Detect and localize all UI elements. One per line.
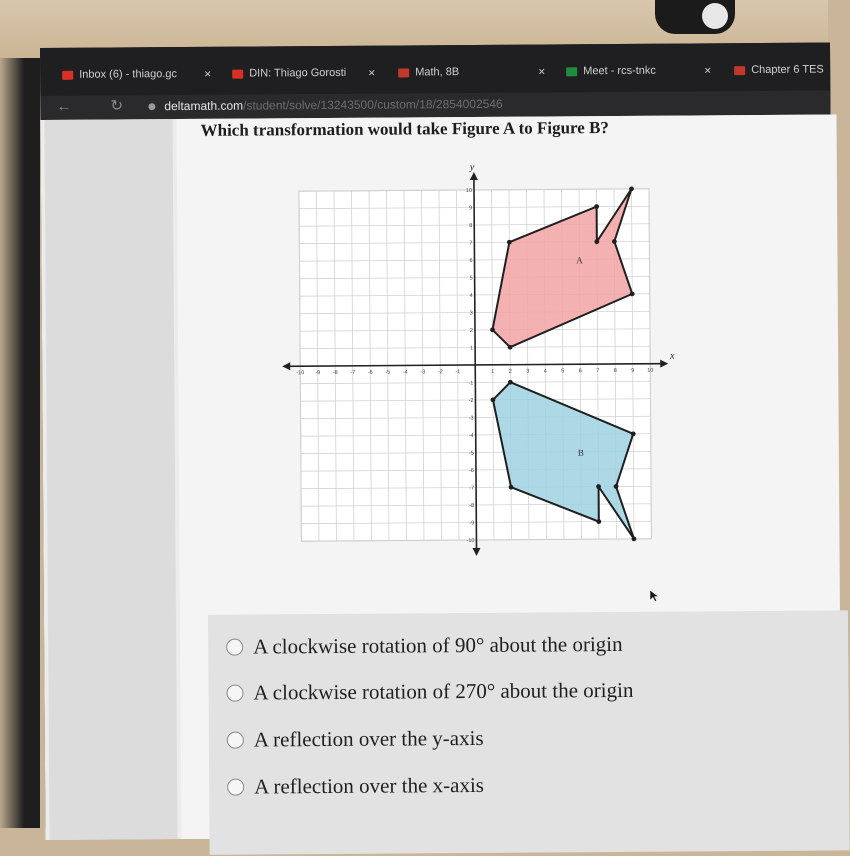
figure-vertex bbox=[508, 345, 513, 350]
sidebar bbox=[45, 119, 178, 840]
y-tick-label: 10 bbox=[465, 187, 473, 195]
x-tick-label: 3 bbox=[526, 368, 530, 375]
x-tick-label: -10 bbox=[296, 370, 305, 377]
x-tick-label: -7 bbox=[350, 369, 356, 376]
x-tick-label: -8 bbox=[332, 369, 338, 376]
y-tick-label: 9 bbox=[469, 205, 473, 212]
figure-vertex bbox=[596, 519, 601, 524]
figure-vertex bbox=[491, 397, 496, 402]
y-tick-label: 6 bbox=[469, 257, 473, 265]
webcam-switch-knob bbox=[702, 3, 728, 29]
figure-vertex bbox=[507, 240, 512, 245]
tab-title: Inbox (6) - thiago.gc bbox=[79, 68, 178, 81]
y-axis-arrow-icon bbox=[473, 548, 481, 556]
monitor-bezel bbox=[0, 58, 40, 828]
y-tick-label: -5 bbox=[468, 450, 474, 457]
answer-label: A clockwise rotation of 90° about the origin bbox=[253, 631, 623, 659]
y-tick-label: 1 bbox=[470, 345, 474, 352]
y-tick-label: -6 bbox=[469, 467, 474, 475]
tab-meet[interactable] bbox=[566, 58, 712, 85]
x-tick-label: -2 bbox=[437, 369, 443, 376]
x-axis-arrow-icon bbox=[660, 360, 668, 368]
figure-vertex bbox=[508, 380, 513, 385]
figure-vertex bbox=[490, 327, 495, 332]
tab-inbox[interactable] bbox=[62, 61, 212, 88]
x-tick-label: 5 bbox=[561, 368, 565, 375]
y-tick-label: 7 bbox=[469, 240, 473, 247]
x-tick-label: 9 bbox=[631, 367, 635, 374]
answer-option-1[interactable] bbox=[226, 632, 623, 660]
x-tick-label: 4 bbox=[543, 368, 547, 375]
y-axis-label: y bbox=[469, 161, 475, 174]
radio-button[interactable] bbox=[226, 639, 243, 656]
y-tick-label: 8 bbox=[469, 222, 473, 230]
question-text: Which transformation would take Figure A to Figure B? bbox=[200, 118, 609, 140]
answer-option-2[interactable] bbox=[226, 678, 633, 706]
x-tick-label: -4 bbox=[402, 369, 408, 376]
x-tick-label: -9 bbox=[315, 370, 321, 377]
figure-vertex bbox=[596, 484, 601, 489]
y-tick-label: -8 bbox=[469, 502, 475, 510]
answer-label: A clockwise rotation of 270° about the origin bbox=[253, 677, 634, 705]
browser-window bbox=[40, 42, 835, 827]
radio-button[interactable] bbox=[227, 779, 244, 796]
figure-vertex bbox=[594, 204, 599, 209]
answer-option-4[interactable] bbox=[227, 773, 484, 800]
figure-vertex bbox=[631, 431, 636, 436]
x-tick-label: 2 bbox=[508, 368, 512, 375]
classroom-icon bbox=[398, 68, 409, 77]
back-arrow-icon[interactable]: ← bbox=[56, 97, 72, 115]
meet-icon bbox=[566, 67, 577, 76]
page-content bbox=[41, 114, 836, 839]
url-path: /student/solve/13243500/custom/18/2854002546 bbox=[243, 96, 503, 113]
y-tick-label: 3 bbox=[469, 310, 473, 317]
url-domain: deltamath.com bbox=[164, 98, 244, 114]
classroom-icon bbox=[734, 66, 745, 75]
lock-icon bbox=[148, 103, 155, 110]
answer-label: A reflection over the x-axis bbox=[254, 772, 484, 799]
figure-label: A bbox=[576, 255, 583, 266]
tab-strip bbox=[40, 42, 830, 96]
tab-chapter-6[interactable] bbox=[734, 57, 824, 84]
answer-choices bbox=[208, 610, 850, 854]
x-tick-label: -3 bbox=[420, 369, 426, 376]
tab-title: Meet - rcs-tnkc bbox=[583, 64, 656, 78]
y-tick-label: -1 bbox=[468, 380, 474, 387]
main-content bbox=[176, 114, 841, 839]
radio-button[interactable] bbox=[226, 685, 243, 702]
tab-title: Math, 8B bbox=[415, 66, 460, 79]
y-tick-label: -9 bbox=[469, 520, 475, 527]
y-tick-label: 5 bbox=[469, 275, 473, 282]
tab-close-icon[interactable]: × bbox=[538, 64, 546, 79]
figure-vertex bbox=[614, 484, 619, 489]
x-tick-label: 7 bbox=[596, 368, 600, 375]
answer-option-3[interactable] bbox=[227, 726, 484, 753]
x-tick-label: -5 bbox=[385, 369, 391, 376]
tab-title: Chapter 6 TES bbox=[751, 63, 824, 77]
tab-close-icon[interactable]: × bbox=[704, 63, 712, 78]
figure-vertex bbox=[632, 536, 637, 541]
x-axis-label: x bbox=[670, 350, 675, 362]
y-tick-label: 4 bbox=[469, 292, 473, 300]
y-tick-label: -3 bbox=[468, 415, 474, 422]
x-tick-label: -1 bbox=[455, 369, 461, 376]
y-tick-label: -10 bbox=[466, 537, 475, 545]
answer-label: A reflection over the y-axis bbox=[253, 725, 484, 752]
y-axis-arrow-icon bbox=[470, 172, 478, 180]
gmail-icon bbox=[62, 70, 73, 79]
tab-close-icon[interactable]: × bbox=[368, 65, 376, 80]
figure-vertex bbox=[629, 186, 634, 191]
y-tick-label: -4 bbox=[468, 432, 474, 440]
x-axis-arrow-icon bbox=[282, 362, 290, 370]
coordinate-graph bbox=[269, 161, 682, 571]
y-tick-label: -2 bbox=[468, 397, 474, 405]
y-tick-label: 2 bbox=[469, 327, 474, 335]
figure-label: B bbox=[577, 447, 584, 458]
figure-vertex bbox=[612, 239, 617, 244]
x-tick-label: 10 bbox=[647, 367, 654, 374]
gmail-icon bbox=[232, 69, 243, 78]
x-tick-label: -6 bbox=[367, 369, 373, 376]
figure-vertex bbox=[630, 291, 635, 296]
tab-din[interactable] bbox=[232, 60, 376, 87]
x-tick-label: 8 bbox=[613, 367, 617, 375]
tab-math-8b[interactable] bbox=[398, 59, 546, 85]
figure-vertex bbox=[594, 239, 599, 244]
tab-title: DIN: Thiago Gorosti bbox=[249, 66, 347, 80]
x-tick-label: 6 bbox=[578, 368, 582, 375]
x-tick-label: 1 bbox=[491, 368, 495, 375]
tab-close-icon[interactable]: × bbox=[204, 66, 212, 81]
figure-vertex bbox=[509, 485, 514, 490]
reload-icon[interactable]: ↻ bbox=[110, 97, 124, 115]
arrow-pointer-icon bbox=[649, 589, 661, 603]
y-tick-label: -7 bbox=[469, 485, 475, 492]
radio-button[interactable] bbox=[227, 732, 244, 749]
address-bar[interactable] bbox=[164, 97, 502, 113]
